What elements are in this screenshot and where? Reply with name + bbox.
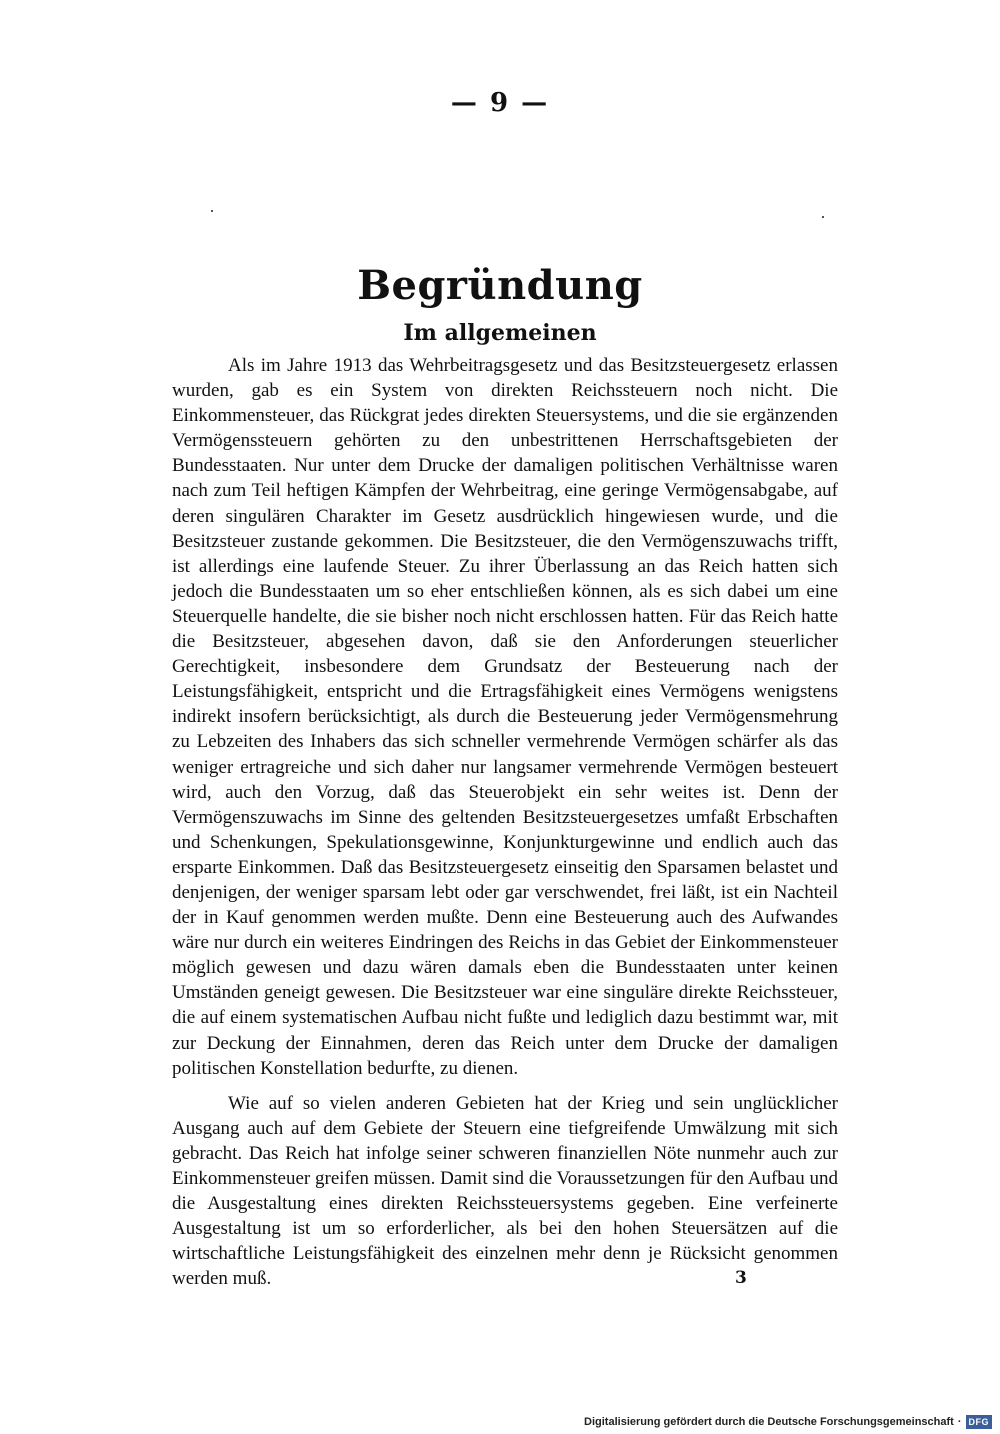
signature-mark: 3	[735, 1268, 747, 1288]
footer-text: Digitalisierung gefördert durch die Deutsche Forschungsgemeinschaft	[584, 1416, 954, 1428]
document-title: Begründung	[357, 262, 643, 309]
paragraph-1: Als im Jahre 1913 das Wehrbeitragsgesetz und das Besitzsteuergesetz erlassen wurden, gab es ein System von direkten Reichssteuern noch nicht. Die Einkommensteuer, das Rückgrat jedes direkten Steuersystems, und die sie ergänzenden Vermögenssteuern gehörten zu den unbestrittenen Herrschaftsgebieten der Bundesstaaten. Nur unter dem Drucke der damaligen politischen Verhältnisse waren nach zum Teil heftigen Kämpfen der Wehrbeitrag, eine geringe Vermögensabgabe, auf deren singulären Charakter im Gesetz ausdrücklich hingewiesen wurde, und die Besitzsteuer zustande gekommen. Die Besitzsteuer, die den Vermögenszuwachs trifft, ist allerdings eine laufende Steuer. Zu ihrer Überlassung an das Reich hatten sich jedoch die Bundesstaaten um so eher entschließen können, als es sich dabei um eine Steuerquelle handelte, die sie bisher noch nicht erschlossen hatten. Für das Reich hatte die Besitzsteuer, abgesehen davon, daß sie den Anforderungen steuerlicher Gerechtigkeit, insbesondere dem Grundsatz der Besteuerung nach der Leistungsfähigkeit, entspricht und die Ertragsfähigkeit eines Vermögens wenigstens indirekt insofern berücksichtigt, als durch die Besteuerung jeder Vermögensmehrung zu Lebzeiten des Inhabers das sich schneller vermehrende Vermögen schärfer als das weniger ertragreiche und sich daher nur langsamer vermehrende Vermögen besteuert wird, auch den Vorzug, daß das Steuerobjekt ein sehr weites ist. Denn der Vermögenszuwachs im Sinne des geltenden Besitzsteuergesetzes umfaßt Erbschaften und Schenkungen, Spekulationsgewinne, Konjunkturgewinne und endlich auch das ersparte Einkommen. Daß das Besitzsteuergesetz einseitig den Sparsamen belastet und denjenigen, der weniger sparsam lebt oder gar verschwendet, frei läßt, ist ein Nachteil der in Kauf genommen werden mußte. Denn eine Besteuerung auch des Aufwandes wäre nur durch ein weiteres Eindringen des Reichs in das Gebiet der Einkommensteuer möglich gewesen und dazu wären damals eben die Bundesstaaten unter keinen Umständen geneigt gewesen. Die Besitzsteuer war eine singuläre direkte Reichssteuer, die auf einem systematischen Aufbau nicht fußte und lediglich dazu bestimmt war, mit zur Deckung der Einnahmen, deren das Reich unter dem Drucke der damaligen politischen Konstellation bedurfte, zu dienen.	[172, 355, 838, 1079]
dfg-logo: DFG	[966, 1415, 993, 1429]
print-speck	[211, 210, 213, 212]
paragraph-2: Wie auf so vielen anderen Gebieten hat der Krieg und sein unglücklicher Ausgang auch auf dem Gebiete der Steuern eine tiefgreifende Umwälzung mit sich gebracht. Das Reich hat infolge seiner schweren finanziellen Nöte nunmehr auch zur Einkommensteuer greifen müssen. Damit sind die Voraussetzungen für den Aufbau und die Ausgestaltung eines direkten Reichssteuersystems gegeben. Eine verfeinerte Ausgestaltung ist um so erforderlicher, als bei den hohen Steuersätzen auf die wirtschaftliche Leistungsfähigkeit des einzelnen mehr denn je Rücksicht genommen werden muß.	[172, 1092, 838, 1290]
footer-separator: ·	[957, 1416, 962, 1428]
print-speck	[822, 216, 824, 218]
footer	[584, 1415, 992, 1429]
document-subtitle: Im allgemeinen	[403, 320, 597, 346]
body-text	[172, 353, 838, 1291]
page-number: — 9 —	[450, 88, 550, 118]
